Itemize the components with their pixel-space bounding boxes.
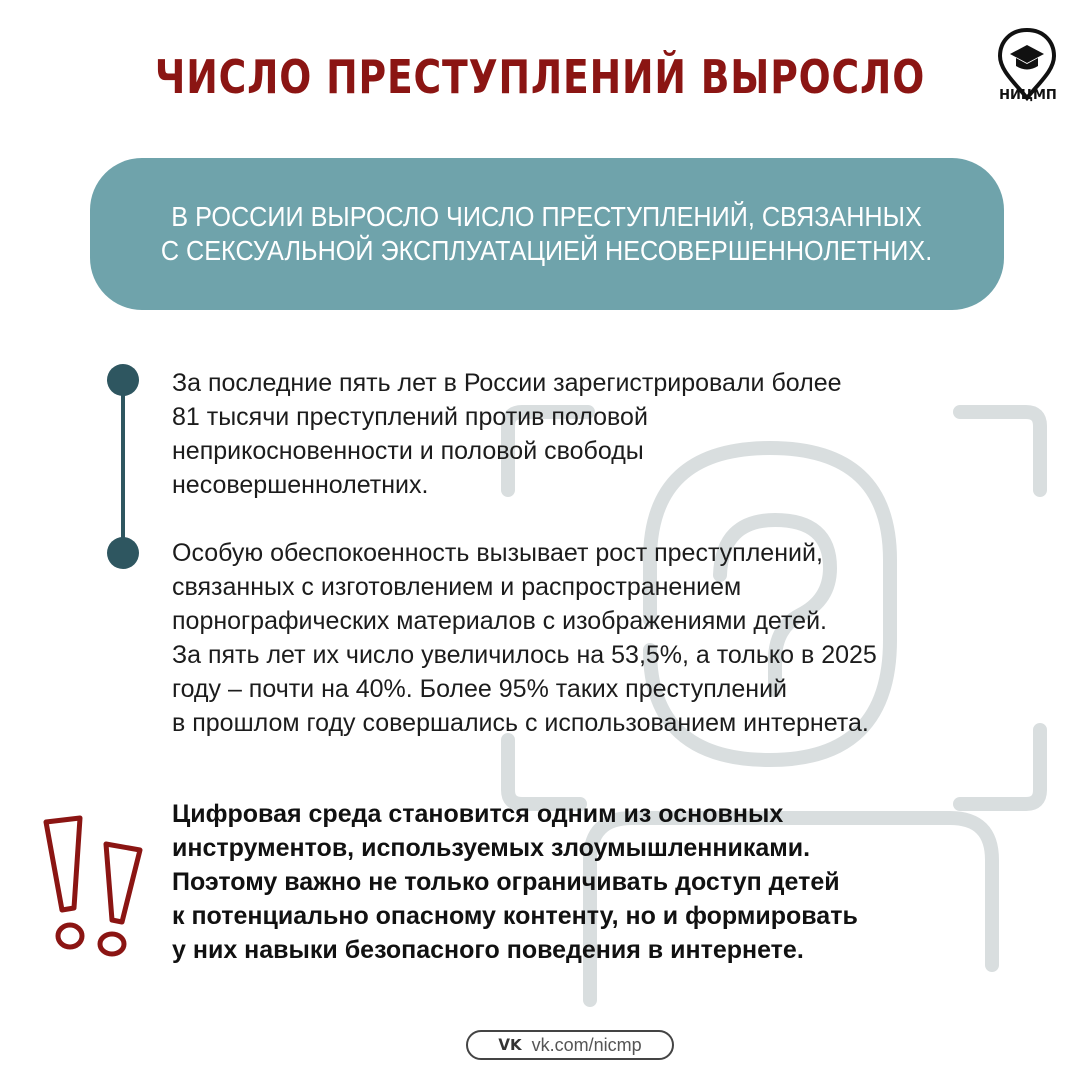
- timeline-line: [121, 380, 125, 552]
- conclusion-text: Цифровая среда становится одним из основных инструментов, используемых злоумышленниками. Поэтому важно не только ограничивать доступ детей к потенциально опасному контенту, но и формировать у них навыки безопасного поведения в интернете.: [172, 800, 858, 964]
- headline-banner: [90, 158, 1004, 310]
- timeline-dot: [107, 537, 139, 569]
- logo-text: НИЦМП: [999, 88, 1057, 103]
- point-paragraph-1: За последние пять лет в России зарегистрировали более 81 тысячи преступлений против половой неприкосновенности и половой свободы несовершеннолетних.: [172, 369, 842, 499]
- timeline-dot: [107, 364, 139, 396]
- vk-link[interactable]: [466, 1030, 674, 1060]
- exclamation-marks-icon: [36, 812, 146, 962]
- point-paragraph-2: Особую обеспокоенность вызывает рост преступлений, связанных с изготовлением и распространением порнографических материалов с изображениями детей. За пять лет их число увеличилось на 53,5%, а только в 2025 году – почти на 40%. Более 95% таких преступлений в прошлом году совершались с использованием интернета.: [172, 539, 877, 737]
- footer-url: vk.com/nicmp: [531, 1034, 642, 1055]
- banner-text: В РОССИИ ВЫРОСЛО ЧИСЛО ПРЕСТУПЛЕНИЙ, СВЯЗАННЫХ С СЕКСУАЛЬНОЙ ЭКСПЛУАТАЦИЕЙ НЕСОВЕРШЕННОЛЕТНИХ.: [161, 201, 933, 266]
- frame-corner-bottom-left: [508, 740, 580, 804]
- page-title: ЧИСЛО ПРЕСТУПЛЕНИЙ ВЫРОСЛО: [154, 50, 926, 104]
- vk-icon: ᐯK: [498, 1036, 522, 1054]
- frame-corner-bottom-right: [960, 730, 1040, 804]
